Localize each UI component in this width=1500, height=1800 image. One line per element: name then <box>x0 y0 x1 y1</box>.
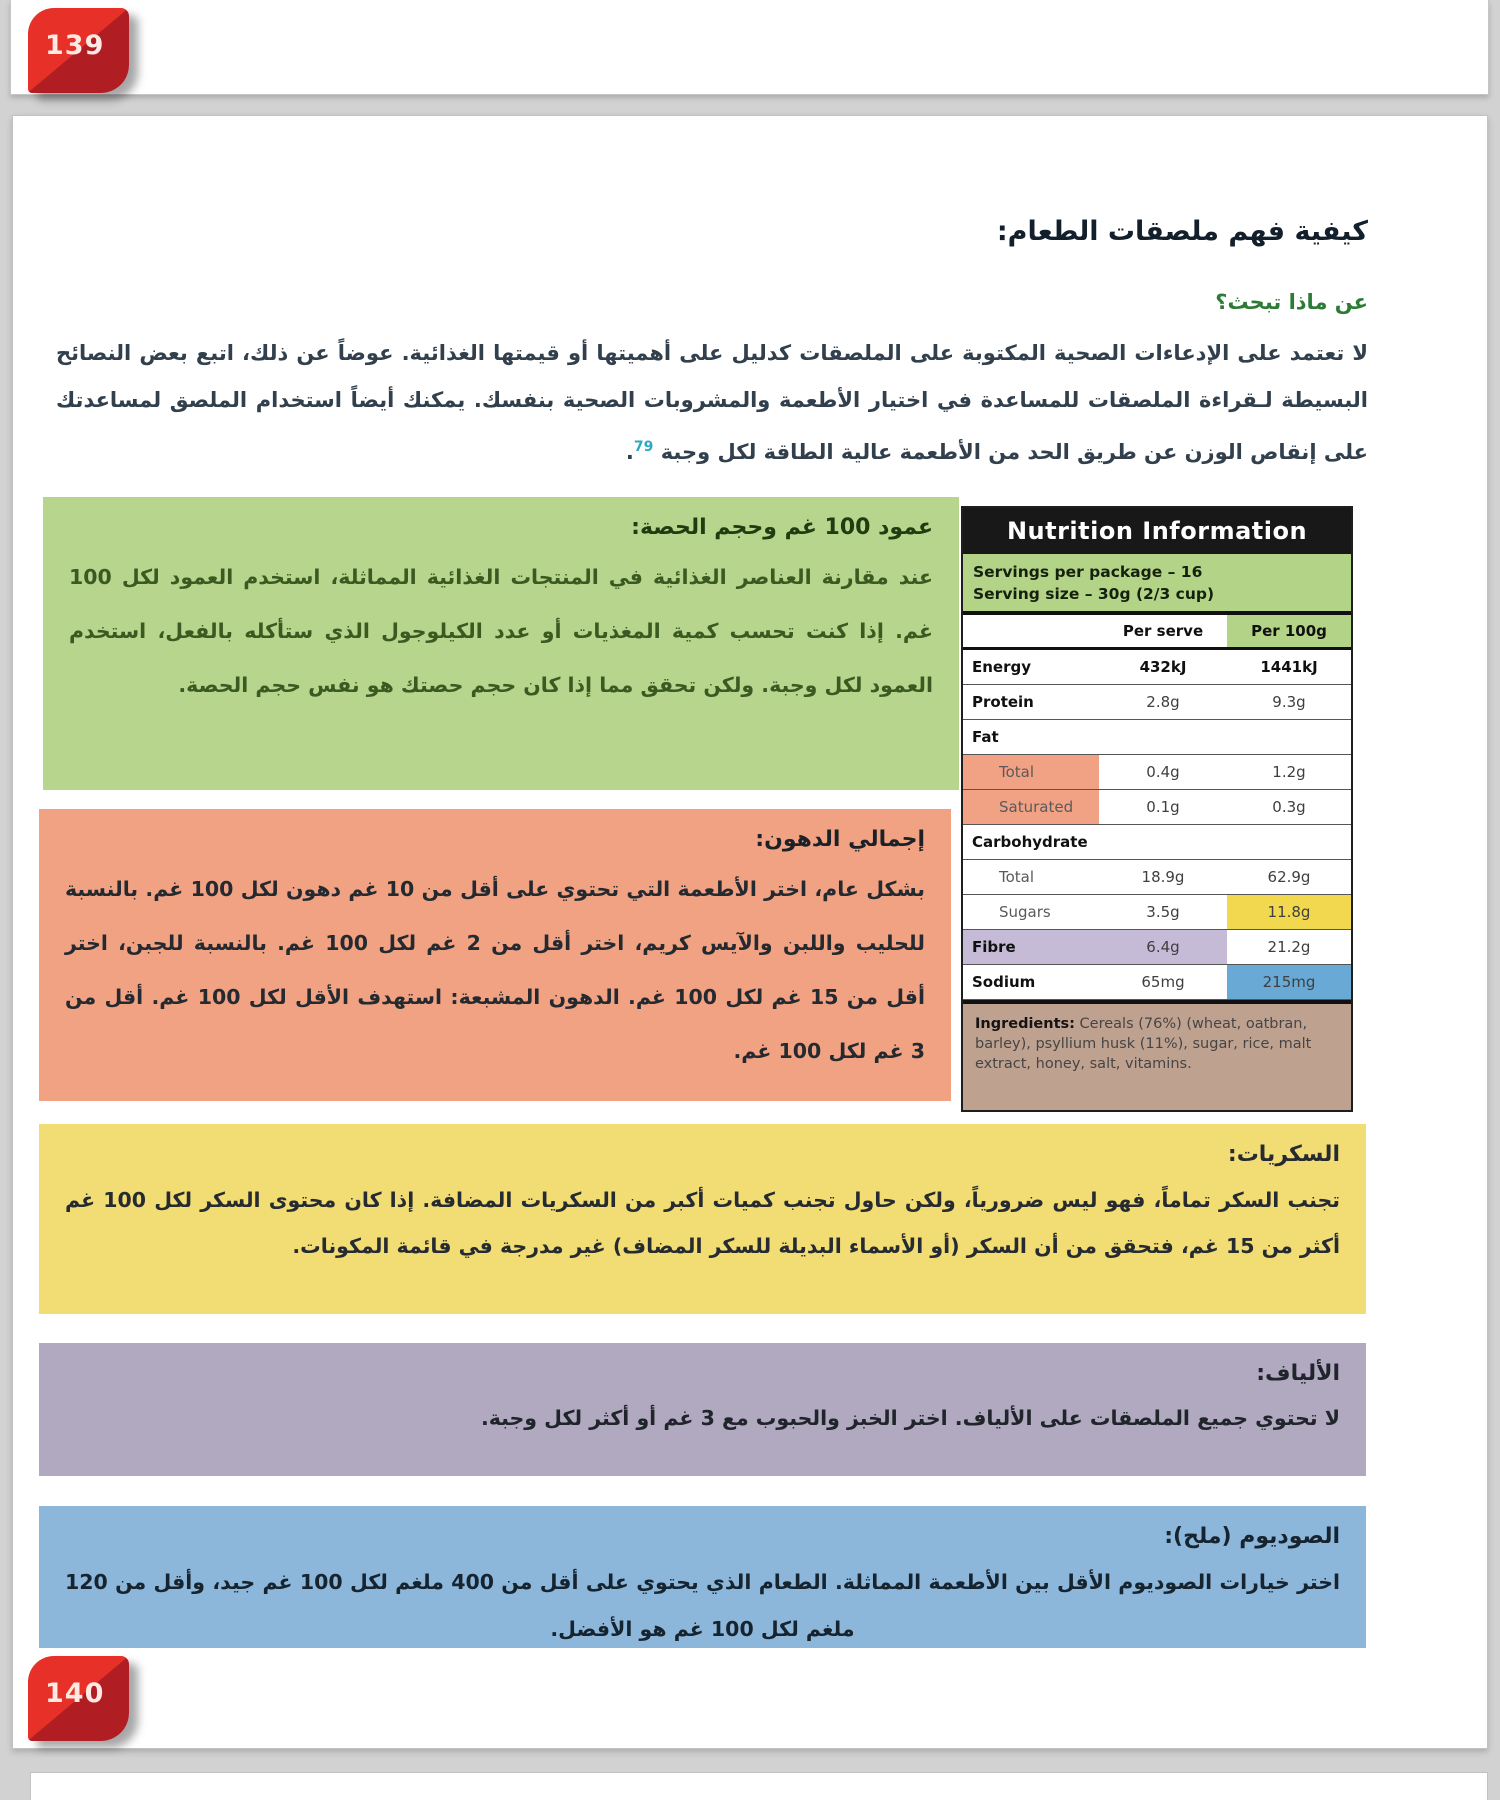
nutrition-row-label: Energy <box>972 658 1032 676</box>
nutrition-per-100g-value: 0.3g <box>1272 798 1306 816</box>
nutrition-row <box>963 860 1351 895</box>
nutrition-row <box>963 790 1351 825</box>
nutrition-row-label: Sodium <box>972 973 1036 991</box>
nutrition-per-serve-value: 0.1g <box>1146 798 1180 816</box>
page-number-139: 139 <box>45 30 105 61</box>
nutrition-per-serve-value: 65mg <box>1141 973 1185 991</box>
nutrition-per-100g-value: 1441kJ <box>1260 658 1318 676</box>
nutrition-per-100g-value: 11.8g <box>1227 895 1351 929</box>
sugars-text: تجنب السكر تماماً، فهو ليس ضرورياً، ولكن حاول تجنب كميات أكبر من السكريات المضافة. إذا كان محتوى السكر لكل 100 غم أكثر من 15 غم، فتحقق من أن السكر (أو الأسماء البديلة للسكر المضاف) غير مدرجة في قائمة المكونات. <box>65 1188 1340 1258</box>
nutrition-per-100g-value <box>1227 825 1351 859</box>
section-subtitle: عن ماذا تبحث؟ <box>1215 290 1368 314</box>
nutrition-per-serve-value: 6.4g <box>1099 930 1227 964</box>
nutrition-per-serve-value: 18.9g <box>1141 868 1185 886</box>
ingredients-text: Cereals (76%) (wheat, oatbran, barley), psyllium husk (11%), sugar, rice, malt extract, honey, salt, vitamins. <box>975 1016 1312 1072</box>
nutrition-rows <box>963 650 1351 1000</box>
page-number-140: 140 <box>45 1678 105 1709</box>
nutrition-per-serve-value: 3.5g <box>1146 903 1180 921</box>
serving-column-text: عند مقارنة العناصر الغذائية في المنتجات الغذائية المماثلة، استخدم العمود لكل 100 غم. إذا كنت تحسب كمية المغذيات أو عدد الكيلوجول الذي ستأكله بالفعل، استخدم العمود لكل وجبة. ولكن تحقق مما إذا كان حجم حصتك هو نفس حجم الحصة. <box>69 565 933 697</box>
page-number-badge-139 <box>28 8 129 93</box>
fibre-text: لا تحتوي جميع الملصقات على الألياف. اختر الخبز والحبوب مع 3 غم أو أكثر لكل وجبة. <box>480 1406 1340 1430</box>
nutrition-per-100g-value: 1.2g <box>1272 763 1306 781</box>
nutrition-row-label: Total <box>999 868 1035 886</box>
total-fat-text: بشكل عام، اختر الأطعمة التي تحتوي على أقل من 10 غم دهون لكل 100 غم. بالنسبة للحليب واللبن والآيس كريم، اختر أقل من 2 غم لكل 100 غم. بالنسبة للجبن، اختر أقل من 15 غم لكل 100 غم. الدهون المشبعة: استهدف الأقل لكل 100 غم. أقل من 3 غم لكل 100 غم. <box>65 877 925 1063</box>
serving-column-heading: عمود 100 غم وحجم الحصة: <box>631 515 933 540</box>
nutrition-row-label: Saturated <box>963 790 1099 824</box>
per-serve-column-header: Per serve <box>1122 622 1204 640</box>
nutrition-per-100g-value: 62.9g <box>1267 868 1311 886</box>
ingredients-label: Ingredients: <box>975 1016 1075 1032</box>
nutrition-row <box>963 685 1351 720</box>
nutrition-per-serve-value <box>1099 825 1227 859</box>
sodium-heading: الصوديوم (ملح): <box>1164 1524 1340 1549</box>
nutrition-row <box>963 930 1351 965</box>
nutrition-per-serve-value: 0.4g <box>1146 763 1180 781</box>
intro-period: . <box>625 440 634 464</box>
intro-text: لا تعتمد على الإدعاءات الصحية المكتوبة على الملصقات كدليل على أهميتها أو قيمتها الغذائية. عوضاً عن ذلك، اتبع بعض النصائح البسيطة لـقراءة الملصقات للمساعدة في اختيار الأطعمة والمشروبات الصحية بنفسك. يمكنك أيضاً استخدام الملصق لمساعدتك على إنقاص الوزن عن طريق الحد من الأطعمة عالية الطاقة لكل وجبة <box>56 341 1368 464</box>
nutrition-row-label: Carbohydrate <box>972 833 1088 851</box>
nutrition-row-label: Total <box>963 755 1099 789</box>
fibre-box <box>39 1343 1366 1476</box>
nutrition-per-serve-value: 432kJ <box>1139 658 1187 676</box>
nutrition-row-label: Sugars <box>999 903 1051 921</box>
nutrition-row <box>963 965 1351 1000</box>
servings-per-package: Servings per package – 16 <box>973 563 1203 581</box>
page-number-badge-140 <box>28 1656 129 1741</box>
nutrition-row-label: Protein <box>972 693 1034 711</box>
sodium-text: اختر خيارات الصوديوم الأقل بين الأطعمة المماثلة. الطعام الذي يحتوي على أقل من 400 ملغم لكل 100 غم جيد، وأقل من 120 ملغم لكل 100 غم هو الأفضل. <box>65 1570 1340 1641</box>
sugars-heading: السكريات: <box>1227 1142 1340 1167</box>
nutrition-row <box>963 825 1351 860</box>
serving-size: Serving size – 30g (2/3 cup) <box>973 585 1215 603</box>
nutrition-serving-band <box>963 554 1351 615</box>
nutrition-per-100g-value: 215mg <box>1227 965 1351 999</box>
nutrition-table-title: Nutrition Information <box>963 508 1351 554</box>
nutrition-empty-header-cell <box>963 615 1099 647</box>
nutrition-column-header-row <box>963 615 1351 650</box>
nutrition-information-table <box>961 506 1353 1112</box>
per-100g-column-header: Per 100g <box>1227 615 1351 647</box>
next-page-top-edge <box>30 1772 1488 1800</box>
page-title: كيفية فهم ملصقات الطعام: <box>996 216 1368 247</box>
previous-page-bottom-edge <box>10 0 1489 95</box>
sugars-box <box>39 1124 1366 1314</box>
ingredients-panel <box>963 1000 1351 1110</box>
total-fat-box <box>39 809 951 1101</box>
nutrition-per-100g-value: 21.2g <box>1267 938 1311 956</box>
nutrition-per-serve-value <box>1099 720 1227 754</box>
nutrition-row <box>963 650 1351 685</box>
footnote-reference: 79 <box>633 439 654 455</box>
nutrition-row <box>963 755 1351 790</box>
fibre-heading: الألياف: <box>1256 1361 1340 1386</box>
intro-paragraph <box>56 330 1368 476</box>
page-panel <box>12 115 1488 1749</box>
sodium-box <box>39 1506 1366 1648</box>
nutrition-per-serve-value: 2.8g <box>1146 693 1180 711</box>
nutrition-row <box>963 720 1351 755</box>
nutrition-per-100g-value <box>1227 720 1351 754</box>
nutrition-row-label: Fibre <box>963 930 1099 964</box>
nutrition-per-100g-value: 9.3g <box>1272 693 1306 711</box>
nutrition-row-label: Fat <box>972 728 999 746</box>
serving-column-box <box>43 497 959 790</box>
total-fat-heading: إجمالي الدهون: <box>755 827 925 852</box>
nutrition-row <box>963 895 1351 930</box>
